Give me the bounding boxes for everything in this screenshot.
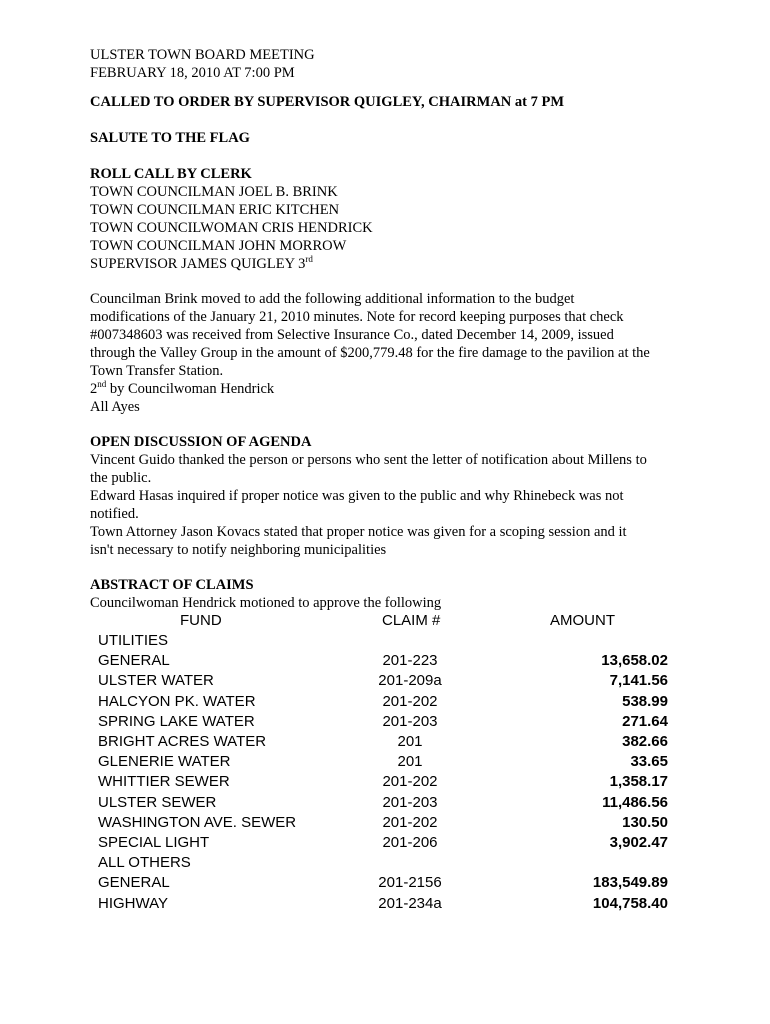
claim-cell: 201-223 [382,652,438,670]
table-row [0,652,770,672]
table-row [0,874,770,894]
discussion-line: Edward Hasas inquired if proper notice was given to the public and why Rhinebeck was not [90,488,624,504]
discussion-line: isn't necessary to notify neighboring municipalities [90,542,387,558]
fund-cell: GENERAL [98,652,170,670]
claim-cell: 201 [397,733,423,750]
table-row [0,895,770,915]
fund-cell: SPECIAL LIGHT [98,834,210,851]
discussion-line: notified. [90,506,139,522]
claim-cell: 201 [397,753,423,771]
amount-cell: 183,549.89 [592,874,668,892]
roll-call-member: TOWN COUNCILMAN JOHN MORROW [90,238,347,254]
claim-cell: 201-203 [382,793,438,811]
table-row [0,753,770,773]
claim-cell: 201-203 [382,712,438,730]
table-row [0,794,770,814]
meeting-title: ULSTER TOWN BOARD MEETING [90,47,315,63]
open-discussion-heading: OPEN DISCUSSION OF AGENDA [90,434,312,450]
amount-cell: 3,902.47 [609,834,668,851]
table-row [0,672,770,692]
motion-vote: All Ayes [90,399,140,415]
claim-cell: 201-2156 [378,874,442,892]
claim-cell: 201-209a [378,672,442,690]
second-by: by Councilwoman Hendrick [106,381,275,397]
fund-cell: GENERAL [98,874,170,892]
fund-cell: ALL OTHERS [98,854,191,872]
table-row [0,693,770,713]
roll-call-heading: ROLL CALL BY CLERK [90,166,252,182]
table-row [0,773,770,793]
table-row [0,814,770,834]
column-header-fund: FUND [180,612,222,629]
amount-cell: 1,358.17 [609,773,668,791]
amount-cell: 11,486.56 [602,793,668,811]
called-to-order: CALLED TO ORDER BY SUPERVISOR QUIGLEY, CHAIRMAN at 7 PM [90,94,565,110]
supervisor-name: SUPERVISOR JAMES QUIGLEY 3 [90,256,306,272]
claim-cell: 201-202 [382,692,438,710]
fund-cell: HIGHWAY [98,894,168,912]
discussion-line: Town Attorney Jason Kovacs stated that proper notice was given for a scoping session and it [90,524,627,540]
table-row [0,632,770,652]
motion-line: Town Transfer Station. [90,363,224,379]
motion-line: modifications of the January 21, 2010 minutes. Note for record keeping purposes that check [90,309,624,325]
fund-cell: SPRING LAKE WATER [98,712,255,730]
meeting-date: FEBRUARY 18, 2010 AT 7:00 PM [90,65,295,81]
motion-second [90,380,274,398]
abstract-intro: Councilwoman Hendrick motioned to approve the following [90,595,442,611]
amount-cell: 538.99 [622,692,668,710]
amount-cell: 7,141.56 [609,672,668,690]
fund-cell: WHITTIER SEWER [98,773,230,791]
motion-line: through the Valley Group in the amount of $200,779.48 for the fire damage to the pavilion at the [90,345,650,361]
abstract-heading: ABSTRACT OF CLAIMS [90,577,254,593]
amount-cell: 382.66 [622,733,668,750]
claims-table-header [0,612,770,632]
table-row [0,733,770,753]
second-number: 2 [90,381,98,397]
discussion-line: Vincent Guido thanked the person or persons who sent the letter of notification about Millens to [90,452,647,468]
roll-call-member: TOWN COUNCILWOMAN CRIS HENDRICK [90,220,373,236]
amount-cell: 13,658.02 [601,652,668,670]
fund-cell: BRIGHT ACRES WATER [98,733,267,750]
salute-heading: SALUTE TO THE FLAG [90,130,250,146]
supervisor-suffix: rd [305,254,313,265]
motion-line: #007348603 was received from Selective Insurance Co., dated December 14, 2009, issued [90,327,614,343]
column-header-amount: AMOUNT [550,612,615,629]
claim-cell: 201-202 [382,773,438,791]
claim-cell: 201-234a [378,894,442,912]
roll-call-supervisor [90,255,313,273]
fund-cell: UTILITIES [98,632,169,649]
motion-line: Councilman Brink moved to add the following additional information to the budget [90,291,575,307]
fund-cell: HALCYON PK. WATER [98,692,256,710]
amount-cell: 33.65 [630,753,668,771]
table-row [0,854,770,874]
amount-cell: 271.64 [622,712,668,730]
discussion-line: the public. [90,470,152,486]
claim-cell: 201-206 [382,834,438,851]
second-suffix: nd [97,379,107,390]
claim-cell: 201-202 [382,813,438,831]
fund-cell: GLENERIE WATER [98,753,231,771]
amount-cell: 130.50 [622,813,668,831]
table-row [0,834,770,854]
roll-call-member: TOWN COUNCILMAN ERIC KITCHEN [90,202,340,218]
column-header-claim: CLAIM # [382,612,441,629]
fund-cell: ULSTER WATER [98,672,214,690]
roll-call-member: TOWN COUNCILMAN JOEL B. BRINK [90,184,338,200]
amount-cell: 104,758.40 [592,894,668,912]
fund-cell: ULSTER SEWER [98,793,217,811]
fund-cell: WASHINGTON AVE. SEWER [98,813,297,831]
table-row [0,713,770,733]
